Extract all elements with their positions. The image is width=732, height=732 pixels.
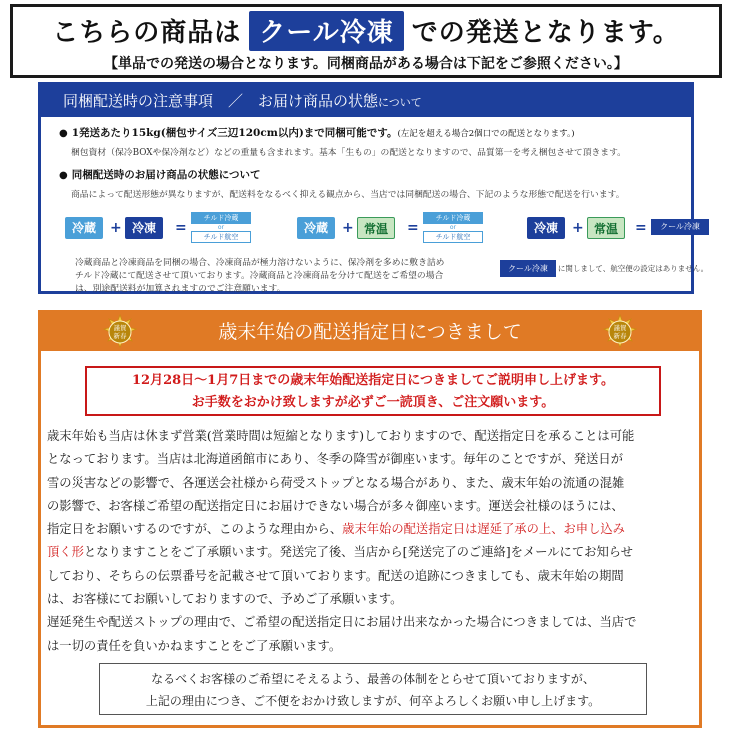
notice-line-2: お手数をおかけ致しますが必ずご一読頂き、ご注文願います。 bbox=[191, 395, 555, 410]
notice-line-1: 12月28日～1月7日までの歳末年始配送指定日につきましてご説明申し上げます。 bbox=[132, 373, 614, 388]
body-line-6-highlight: 頂く形 bbox=[47, 545, 84, 560]
cool-frozen-note-text: に関しまして、航空便の設定はありません。 bbox=[557, 264, 709, 273]
bundle-item-1-detail: 梱包資材（保冷BOXや保冷剤など）などの重量も含まれます。基本「生もの」の配送となりますので、品質第一を考え梱包させて頂きます。 bbox=[71, 148, 626, 158]
tag-chilled: 冷蔵 bbox=[65, 217, 103, 239]
bundle-notice-section bbox=[38, 82, 709, 294]
bundle-note-line-1: 冷蔵商品と冷凍商品を同梱の場合、冷凍商品が極力溶けないように、保冷剤を多めに敷き詰め bbox=[75, 258, 445, 268]
equals-sign: = bbox=[407, 220, 419, 236]
bullet-icon: ● bbox=[59, 170, 68, 181]
tag-frozen: 冷凍 bbox=[125, 217, 163, 239]
closing-line-1: なるべくお客様のご希望にそえるよう、最善の体制をとらせて頂いておりますが、 bbox=[151, 672, 595, 686]
body-line-6-text: となりますことをご了承願います。発送完了後、当店から[発送完了のご連絡]をメールにてお知らせ bbox=[83, 545, 633, 560]
year-end-notice-box bbox=[85, 366, 661, 416]
new-year-emblem-icon bbox=[599, 311, 641, 353]
year-end-section bbox=[38, 310, 702, 728]
bundle-item-1-note: (左記を超える場合2個口での配送となります。) bbox=[397, 129, 575, 139]
emblem-bottom-text: 新春 bbox=[613, 332, 627, 340]
tag-frozen: 冷凍 bbox=[527, 217, 565, 239]
equals-sign: = bbox=[635, 220, 647, 236]
tag-chilled: 冷蔵 bbox=[297, 217, 335, 239]
tag-ambient: 常温 bbox=[587, 217, 625, 239]
shipping-combinations bbox=[65, 209, 700, 249]
closing-message-box bbox=[99, 663, 647, 715]
body-line-5-text: 指定日をお願いするのですが、このような理由から、 bbox=[47, 522, 343, 537]
result-or: or bbox=[449, 224, 457, 231]
bundle-note-line-2: チルド冷蔵にて配送させて頂いております。冷蔵商品と冷凍商品を分けて配送をご希望の場合 bbox=[75, 271, 444, 281]
body-line: となっております。当店は北海道函館市にあり、冬季の降雪が御座います。毎年のことですが、発送日が bbox=[47, 452, 623, 467]
result-or: or bbox=[217, 224, 225, 231]
cool-frozen-note bbox=[501, 261, 708, 276]
bundle-item-1-title: 1発送あたり15kg(梱包サイズ三辺120cm以内)まで同梱可能です。 bbox=[71, 127, 398, 139]
new-year-emblem-icon bbox=[99, 311, 141, 353]
result-chilled-options bbox=[191, 212, 251, 243]
plus-sign: + bbox=[572, 220, 584, 236]
body-line: 雪の災害などの影響で、各運送会社様から荷受ストップとなる場合があり、また、歳末年始の流通の混雑 bbox=[47, 475, 625, 490]
year-end-title: 歳末年始の配送指定日につきまして bbox=[41, 313, 699, 351]
header-subtitle: 【単品での発送の場合となります。同梱商品がある場合は下記をご参照ください。】 bbox=[104, 56, 628, 72]
header-box bbox=[10, 4, 722, 78]
bundle-item-2 bbox=[59, 167, 261, 182]
body-line bbox=[47, 518, 697, 541]
bullet-icon: ● bbox=[59, 128, 68, 139]
year-end-body bbox=[47, 425, 697, 658]
bundle-note bbox=[75, 257, 505, 296]
tag-ambient: 常温 bbox=[357, 217, 395, 239]
result-chilled-flight: チルド航空 bbox=[191, 231, 251, 243]
headline-before: こちらの商品は bbox=[52, 18, 242, 48]
body-line: の影響で、お客様ご希望の配送指定日にお届けできない場合が多々御座います。運送会社様のほうには、 bbox=[47, 498, 624, 513]
headline bbox=[13, 11, 719, 51]
result-chilled-flight: チルド航空 bbox=[423, 231, 483, 243]
bundle-notice-header bbox=[41, 85, 691, 117]
body-line bbox=[47, 541, 697, 564]
headline-after: での発送となります。 bbox=[411, 18, 680, 48]
bundle-notice-title-suffix: について bbox=[378, 96, 422, 109]
plus-sign: + bbox=[110, 220, 122, 236]
cool-frozen-mini-badge: クール冷凍 bbox=[501, 261, 555, 276]
bundle-item-2-detail: 商品によって配送形態が異なりますが、配送料をなるべく抑える観点から、当店では同梱配送の場合、下記のような形態で配送を行います。 bbox=[71, 190, 625, 200]
body-line: 歳末年始も当店は休まず営業(営業時間は短縮となります)しておりますので、配送指定日を承ることは可能 bbox=[47, 429, 635, 443]
closing-line-2: 上記の理由につき、ご不便をおかけ致しますが、何卒よろしくお願い申し上げます。 bbox=[145, 694, 601, 708]
plus-sign: + bbox=[342, 220, 354, 236]
emblem-top-text: 謹賀 bbox=[613, 324, 627, 332]
bundle-item-1 bbox=[59, 125, 575, 140]
emblem-top-text: 謹賀 bbox=[113, 324, 127, 332]
bundle-note-line-3: は、別途配送料が加算されますのでご注意願います。 bbox=[75, 284, 286, 294]
body-line: しており、そちらの伝票番号を記載させて頂いております。配送の追跡につきましても、歳末年始の期間 bbox=[47, 568, 624, 583]
result-chilled-air: チルド冷蔵 bbox=[423, 212, 483, 224]
body-line: は、お客様にてお願いしておりますので、予めご了承願います。 bbox=[47, 592, 403, 607]
emblem-bottom-text: 新春 bbox=[113, 332, 127, 340]
equals-sign: = bbox=[175, 220, 187, 236]
body-line: は一切の責任を負いかねますことをご了承願います。 bbox=[47, 638, 342, 653]
body-line-5-highlight: 歳末年始の配送指定日は遅延了承の上、お申し込み bbox=[342, 522, 625, 537]
bundle-item-2-title: 同梱配送時のお届け商品の状態について bbox=[71, 169, 261, 181]
body-line: 遅延発生や配送ストップの理由で、ご希望の配送指定日にお届け出来なかった場合につきましては、当店で bbox=[47, 615, 637, 630]
bundle-notice-title: 同梱配送時の注意事項 ／ お届け商品の状態 bbox=[63, 92, 379, 110]
result-cool-frozen: クール冷凍 bbox=[651, 219, 709, 235]
result-chilled-air: チルド冷蔵 bbox=[191, 212, 251, 224]
result-chilled-options bbox=[423, 212, 483, 243]
cool-frozen-badge: クール冷凍 bbox=[249, 11, 403, 51]
